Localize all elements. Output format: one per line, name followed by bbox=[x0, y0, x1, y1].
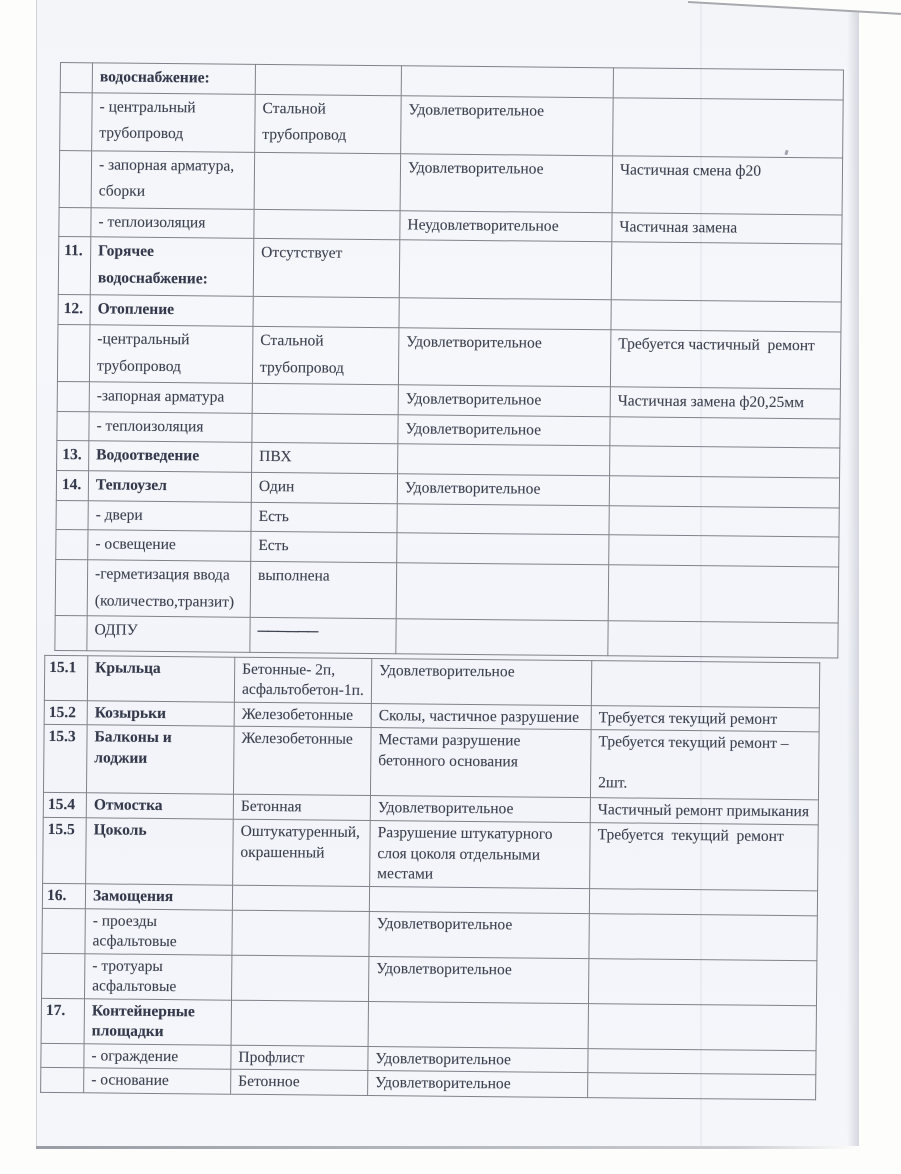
cell-name: - освещение bbox=[88, 530, 251, 561]
cell-number: 15.3 bbox=[43, 725, 87, 793]
cell-name: Теплоузел bbox=[88, 471, 251, 502]
inspection-table-exterior bbox=[40, 655, 820, 1100]
cell-number bbox=[59, 207, 91, 237]
cell-material bbox=[254, 152, 401, 210]
cell-material bbox=[232, 955, 369, 1001]
cell-material: Есть bbox=[251, 502, 397, 533]
cell-number: 13. bbox=[57, 441, 89, 471]
table-row bbox=[41, 998, 816, 1050]
cell-number: 15.2 bbox=[44, 700, 87, 725]
cell-number: 15.5 bbox=[43, 818, 87, 884]
cell-name: Крыльца bbox=[87, 656, 234, 702]
cell-material: ПВХ bbox=[252, 443, 398, 474]
cell-name: Цоколь bbox=[86, 818, 234, 885]
cell-number: 17. bbox=[41, 998, 84, 1043]
cell-measures: Частичная смена ф20 bbox=[612, 155, 843, 214]
cell-measures bbox=[589, 913, 817, 960]
cell-material bbox=[231, 1000, 368, 1046]
cell-material: Бетонные- 2п, асфальтобетон-1п. bbox=[234, 657, 371, 703]
cell-measures: Требуется текущий ремонт – 2шт. bbox=[590, 730, 819, 800]
cell-measures bbox=[613, 68, 843, 100]
cell-measures: Требуется текущий ремонт bbox=[591, 706, 819, 733]
cell-material: Железобетонные bbox=[233, 727, 371, 796]
cell-measures: Требуется частичный ремонт bbox=[610, 330, 841, 389]
cell-name: - запорная арматура, сборки bbox=[91, 150, 255, 209]
cell-material bbox=[254, 209, 400, 240]
cell-number bbox=[60, 92, 93, 150]
cell-name: - центральный трубопровод bbox=[92, 92, 256, 152]
cell-condition: Удовлетворительное bbox=[398, 414, 610, 446]
cell-material: ────── bbox=[250, 618, 396, 654]
cell-measures bbox=[609, 476, 839, 508]
cell-measures: Частичный ремонт примыкания bbox=[590, 798, 818, 825]
cell-material: Стальной трубопровод bbox=[255, 94, 402, 153]
cell-name: - теплоизоляция bbox=[89, 411, 252, 442]
cell-measures bbox=[610, 416, 840, 448]
inspection-table-utilities bbox=[54, 62, 844, 658]
cell-material: Бетонная bbox=[233, 795, 370, 821]
cell-condition: Неудовлетворительное bbox=[400, 210, 612, 242]
cell-condition: Удовлетворительное bbox=[368, 1046, 588, 1073]
cell-condition bbox=[397, 503, 609, 535]
cell-condition bbox=[399, 240, 612, 300]
cell-name: - тротуары асфальтовые bbox=[85, 953, 232, 999]
cell-number bbox=[55, 616, 87, 651]
cell-measures bbox=[608, 565, 839, 624]
cell-measures: Частичная замена ф20,25мм bbox=[610, 387, 840, 419]
table-row bbox=[57, 324, 841, 389]
cell-number: 15.4 bbox=[43, 793, 86, 818]
table-row bbox=[42, 953, 817, 1005]
cell-material bbox=[232, 885, 369, 911]
cell-name: - теплоизоляция bbox=[91, 207, 254, 238]
table-row bbox=[55, 616, 838, 658]
cell-measures bbox=[588, 958, 816, 1005]
cell-material: Оштукатуренный, окрашенный bbox=[233, 820, 371, 887]
cell-material: Профлист bbox=[231, 1045, 368, 1071]
cell-name: Козырьки bbox=[87, 701, 234, 727]
cell-material: Железобетонные bbox=[234, 702, 371, 728]
cell-number bbox=[41, 1043, 84, 1068]
cell-condition bbox=[399, 298, 611, 330]
cell-name: Контейнерные площадки bbox=[84, 998, 231, 1044]
cell-condition: Удовлетворительное bbox=[371, 659, 591, 706]
cell-name: - основание bbox=[84, 1068, 231, 1094]
table-row bbox=[55, 559, 839, 623]
cell-condition: Удовлетворительное bbox=[368, 956, 588, 1003]
cell-name: Замощения bbox=[85, 884, 232, 910]
cell-condition: Удовлетворительное bbox=[400, 153, 613, 212]
table-row bbox=[59, 150, 843, 215]
cell-measures bbox=[589, 888, 817, 915]
cell-condition: Удовлетворительное bbox=[401, 95, 614, 155]
cell-number: 11. bbox=[58, 237, 91, 295]
cell-condition: Удовлетворительное bbox=[370, 796, 590, 823]
cell-number bbox=[55, 559, 88, 616]
cell-material bbox=[252, 383, 398, 414]
cell-measures bbox=[608, 621, 838, 658]
cell-material: выполнена bbox=[250, 561, 397, 619]
cell-material bbox=[252, 413, 398, 444]
cell-condition: Удовлетворительное bbox=[398, 328, 611, 387]
cell-name: - ограждение bbox=[84, 1043, 231, 1069]
cell-measures bbox=[613, 97, 844, 157]
cell-condition bbox=[397, 533, 609, 565]
cell-measures bbox=[588, 1073, 816, 1100]
cell-number bbox=[57, 324, 90, 381]
cell-number bbox=[57, 381, 89, 411]
cell-number: 15.1 bbox=[44, 655, 87, 700]
cell-measures bbox=[591, 661, 819, 708]
cell-name: Водоотведение bbox=[89, 441, 252, 472]
cell-number bbox=[59, 150, 92, 207]
cell-condition bbox=[396, 619, 608, 656]
cell-measures bbox=[611, 300, 841, 332]
cell-condition: Удовлетворительное bbox=[398, 385, 610, 417]
cell-condition: Сколы, частичное разрушение bbox=[371, 704, 591, 731]
table-row bbox=[42, 908, 817, 960]
cell-measures: Требуется текущий ремонт bbox=[590, 823, 819, 891]
cell-material: Стальной трубопровод bbox=[252, 326, 399, 384]
cell-condition: Удовлетворительное bbox=[368, 1071, 588, 1098]
cell-condition: Удовлетворительное bbox=[397, 474, 609, 506]
cell-material bbox=[253, 297, 399, 328]
page-bottom-edge bbox=[36, 1146, 858, 1149]
cell-material: Отсутствует bbox=[253, 239, 400, 298]
cell-material: Один bbox=[251, 472, 397, 503]
cell-measures bbox=[588, 1048, 816, 1075]
cell-name: Горячее водоснабжение: bbox=[90, 237, 254, 297]
cell-number bbox=[60, 63, 92, 93]
cell-number: 16. bbox=[42, 883, 85, 908]
cell-name: - проезды асфальтовые bbox=[85, 909, 232, 955]
cell-material bbox=[232, 910, 369, 956]
cell-measures bbox=[609, 505, 839, 537]
cell-name: - двери bbox=[88, 500, 251, 531]
cell-condition: Удовлетворительное bbox=[369, 911, 589, 958]
cell-number bbox=[56, 530, 88, 560]
cell-condition bbox=[369, 886, 589, 913]
cell-measures bbox=[609, 535, 839, 567]
table-row bbox=[60, 92, 844, 158]
table-row bbox=[43, 725, 819, 800]
cell-name: водоснабжение: bbox=[92, 63, 255, 94]
cell-name: -запорная арматура bbox=[89, 382, 252, 413]
cell-material: Бетонное bbox=[231, 1069, 368, 1095]
table-row bbox=[43, 818, 819, 891]
cell-measures bbox=[588, 1003, 816, 1050]
cell-number bbox=[42, 953, 85, 998]
table-row bbox=[58, 237, 842, 303]
cell-name: ОДПУ bbox=[87, 616, 250, 652]
cell-name: Отмостка bbox=[86, 793, 233, 819]
cell-measures bbox=[611, 242, 842, 302]
cell-condition bbox=[368, 1001, 588, 1048]
cell-condition bbox=[398, 444, 610, 476]
cell-material bbox=[255, 64, 401, 95]
cell-number: 14. bbox=[56, 470, 88, 500]
cell-condition bbox=[396, 563, 609, 621]
cell-measures: Частичная замена bbox=[612, 212, 842, 244]
cell-name: Отопление bbox=[90, 295, 253, 326]
cell-number bbox=[41, 1067, 84, 1092]
cell-number bbox=[57, 411, 89, 441]
cell-condition: Разрушение штукатурного слоя цоколя отдельными местами bbox=[370, 821, 591, 888]
cell-condition bbox=[401, 66, 613, 98]
cell-name: -герметизация ввода (количество,транзит) bbox=[87, 560, 251, 618]
cell-number: 12. bbox=[58, 295, 90, 325]
cell-name: -центральный трубопровод bbox=[89, 325, 253, 384]
table-row bbox=[44, 655, 819, 707]
cell-number bbox=[56, 500, 88, 530]
cell-number bbox=[42, 908, 85, 953]
cell-condition: Местами разрушение бетонного основания bbox=[370, 728, 591, 798]
cell-material: Есть bbox=[251, 532, 397, 563]
cell-measures bbox=[610, 446, 840, 478]
cell-name: Балконы и лоджии bbox=[86, 725, 234, 794]
